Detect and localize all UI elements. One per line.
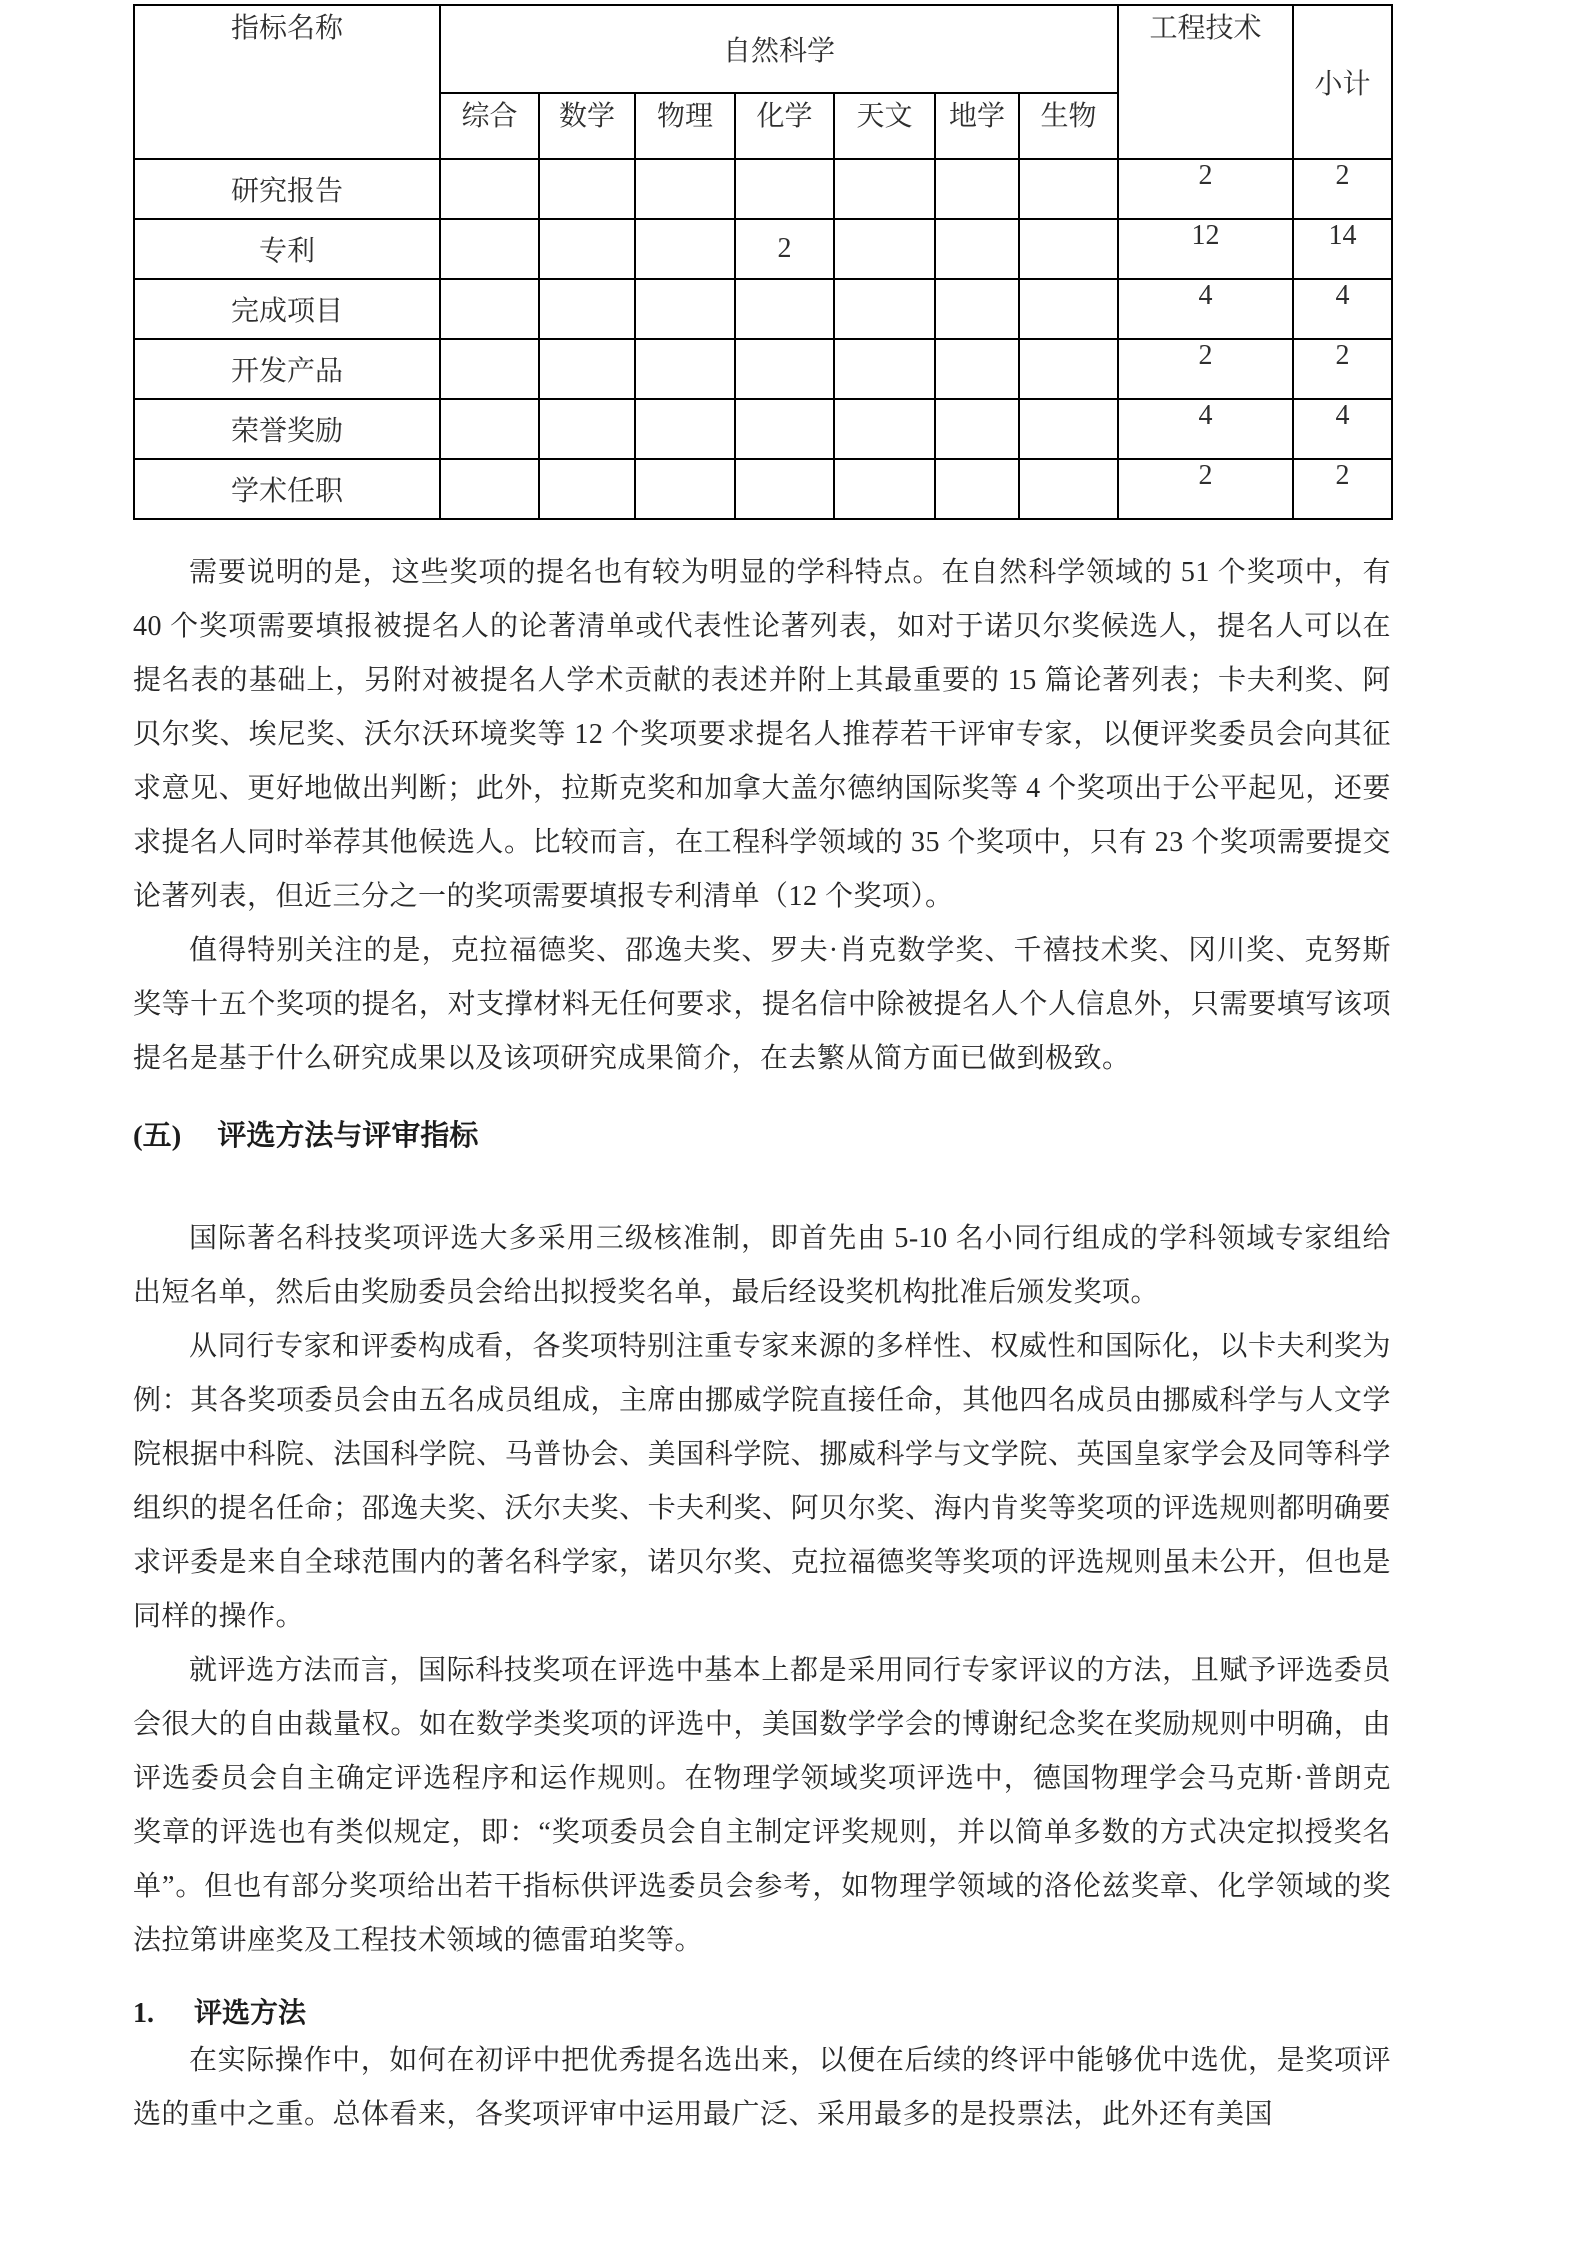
table-cell-empty [539, 279, 635, 339]
subtotal-value: 2 [1293, 459, 1392, 519]
row-label: 研究报告 [134, 159, 440, 219]
header-math: 数学 [539, 93, 635, 159]
table-cell-empty [1019, 399, 1118, 459]
table-cell-empty [735, 459, 834, 519]
table-cell-empty [1019, 339, 1118, 399]
table-cell-empty [735, 399, 834, 459]
subtotal-value: 2 [1293, 159, 1392, 219]
paragraph-peer-review-method: 就评选方法而言，国际科技奖项在评选中基本上都是采用同行专家评议的方法，且赋予评选委员会很大的自由裁量权。如在数学类奖项的评选中，美国数学学会的博谢纪念奖在奖励规则中明确，由评选委员会自主确定评选程序和运作规则。在物理学领域奖项评选中，德国物理学会马克斯·普朗克奖章的评选也有类似规定，即：“奖项委员会自主制定评奖规则，并以简单多数的方式决定拟授奖名单”。但也有部分奖项给出若干指标供评选委员会参考，如物理学领域的洛伦兹奖章、化学领域的奖法拉第讲座奖及工程技术领域的德雷珀奖等。 [133, 1655, 1391, 1956]
section-title: 评选方法与评审指标 [217, 1120, 479, 1152]
table-row [134, 399, 1392, 459]
table-cell-empty [834, 159, 935, 219]
table-cell-empty [440, 459, 539, 519]
table-cell-empty [834, 219, 935, 279]
table-cell-empty [834, 279, 935, 339]
engineering-value: 12 [1118, 219, 1293, 279]
paragraph-committee-composition: 从同行专家和评委构成看，各奖项特别注重专家来源的多样性、权威性和国际化，以卡夫利奖为例：其各奖项委员会由五名成员组成，主席由挪威学院直接任命，其他四名成员由挪威科学与人文学院根据中科院、法国科学院、马普协会、美国科学院、挪威科学与文学院、英国皇家学会及同等科学组织的提名任命；邵逸夫奖、沃尔夫奖、卡夫利奖、阿贝尔奖、海内肯奖等奖项的评选规则都明确要求评委是来自全球范围内的著名科学家，诺贝尔奖、克拉福德奖等奖项的评选规则虽未公开，但也是同样的操作。 [133, 1331, 1391, 1632]
table-row [134, 159, 1392, 219]
subsection-number: 1. [133, 1998, 154, 2029]
table-cell-empty [935, 159, 1019, 219]
header-biology: 生物 [1019, 93, 1118, 159]
header-subtotal: 小计 [1293, 5, 1392, 159]
header-indicator-name: 指标名称 [134, 5, 440, 159]
subtotal-value: 14 [1293, 219, 1392, 279]
table-cell-empty [440, 339, 539, 399]
table-cell-empty [635, 219, 735, 279]
section-number: (五) [133, 1120, 182, 1152]
header-astronomy: 天文 [834, 93, 935, 159]
subtotal-value: 4 [1293, 399, 1392, 459]
table-cell-empty [935, 459, 1019, 519]
header-physics: 物理 [635, 93, 735, 159]
engineering-value: 4 [1118, 399, 1293, 459]
table-row [134, 459, 1392, 519]
table-cell-empty [935, 339, 1019, 399]
paragraph-minimal-materials: 值得特别关注的是，克拉福德奖、邵逸夫奖、罗夫·肖克数学奖、千禧技术奖、冈川奖、克努斯奖等十五个奖项的提名，对支撑材料无任何要求，提名信中除被提名人个人信息外，只需要填写该项提名是基于什么研究成果以及该项研究成果简介，在去繁从简方面已做到极致。 [133, 935, 1391, 1074]
row-label: 完成项目 [134, 279, 440, 339]
table-cell-empty [440, 279, 539, 339]
table-cell-empty [539, 459, 635, 519]
row-label: 专利 [134, 219, 440, 279]
subtotal-value: 4 [1293, 279, 1392, 339]
engineering-value: 2 [1118, 159, 1293, 219]
table-cell-empty [735, 159, 834, 219]
row-label: 荣誉奖励 [134, 399, 440, 459]
section-heading [133, 1116, 1391, 1156]
table-cell-empty [935, 279, 1019, 339]
table-cell-empty [635, 339, 735, 399]
table-cell-empty [539, 159, 635, 219]
table-header-row-1 [134, 5, 1392, 93]
engineering-value: 4 [1118, 279, 1293, 339]
row-label: 学术任职 [134, 459, 440, 519]
header-geoscience: 地学 [935, 93, 1019, 159]
subtotal-value: 2 [1293, 339, 1392, 399]
header-chemistry: 化学 [735, 93, 834, 159]
table-row [134, 219, 1392, 279]
table-cell-empty [440, 399, 539, 459]
table-cell-empty [539, 399, 635, 459]
engineering-value: 2 [1118, 459, 1293, 519]
table-cell-empty [735, 339, 834, 399]
header-comprehensive: 综合 [440, 93, 539, 159]
table-cell-empty [935, 219, 1019, 279]
table-cell-empty [1019, 159, 1118, 219]
table-cell-empty [1019, 219, 1118, 279]
table-cell-empty [539, 339, 635, 399]
table-cell-empty [440, 159, 539, 219]
table-cell-empty [834, 399, 935, 459]
subsection-title: 评选方法 [194, 1998, 307, 2029]
table-cell-empty [635, 279, 735, 339]
engineering-value: 2 [1118, 339, 1293, 399]
subsection-heading [133, 1994, 1391, 2034]
header-natural-science: 自然科学 [440, 5, 1118, 93]
table-cell-empty [635, 159, 735, 219]
table-cell-empty [834, 339, 935, 399]
table-cell-empty [834, 459, 935, 519]
table-row [134, 339, 1392, 399]
chemistry-value: 2 [735, 219, 834, 279]
table-cell-empty [1019, 459, 1118, 519]
table-cell-empty [635, 399, 735, 459]
table-cell-empty [1019, 279, 1118, 339]
paragraph-voting-method: 在实际操作中，如何在初评中把优秀提名选出来，以便在后续的终评中能够优中选优，是奖项评选的重中之重。总体看来，各奖项评审中运用最广泛、采用最多的是投票法，此外还有美国 [133, 2045, 1391, 2130]
paragraph-three-level-approval: 国际著名科技奖项评选大多采用三级核准制，即首先由 5-10 名小同行组成的学科领域专家组给出短名单，然后由奖励委员会给出拟授奖名单，最后经设奖机构批准后颁发奖项。 [133, 1223, 1391, 1308]
paragraph-discipline-features: 需要说明的是，这些奖项的提名也有较为明显的学科特点。在自然科学领域的 51 个奖项中，有 40 个奖项需要填报被提名人的论著清单或代表性论著列表，如对于诺贝尔奖候选人，提名人可以在提名表的基础上，另附对被提名人学术贡献的表述并附上其最重要的 15 篇论著列表；卡夫利奖、阿贝尔奖、埃尼奖、沃尔沃环境奖等 12 个奖项要求提名人推荐若干评审专家，以便评奖委员会向其征求意见、更好地做出判断；此外，拉斯克奖和加拿大盖尔德纳国际奖等 4 个奖项出于公平起见，还要求提名人同时举荐其他候选人。比较而言，在工程科学领域的 35 个奖项中，只有 23 个奖项需要提交论著列表，但近三分之一的奖项需要填报专利清单（12 个奖项）。 [133, 557, 1391, 912]
table-cell-empty [539, 219, 635, 279]
row-label: 开发产品 [134, 339, 440, 399]
indicators-table [133, 4, 1393, 520]
table-cell-empty [935, 399, 1019, 459]
table-cell-empty [735, 279, 834, 339]
table-cell-empty [440, 219, 539, 279]
document-page [133, 4, 1391, 2142]
table-cell-empty [635, 459, 735, 519]
table-row [134, 279, 1392, 339]
header-engineering: 工程技术 [1118, 5, 1293, 159]
